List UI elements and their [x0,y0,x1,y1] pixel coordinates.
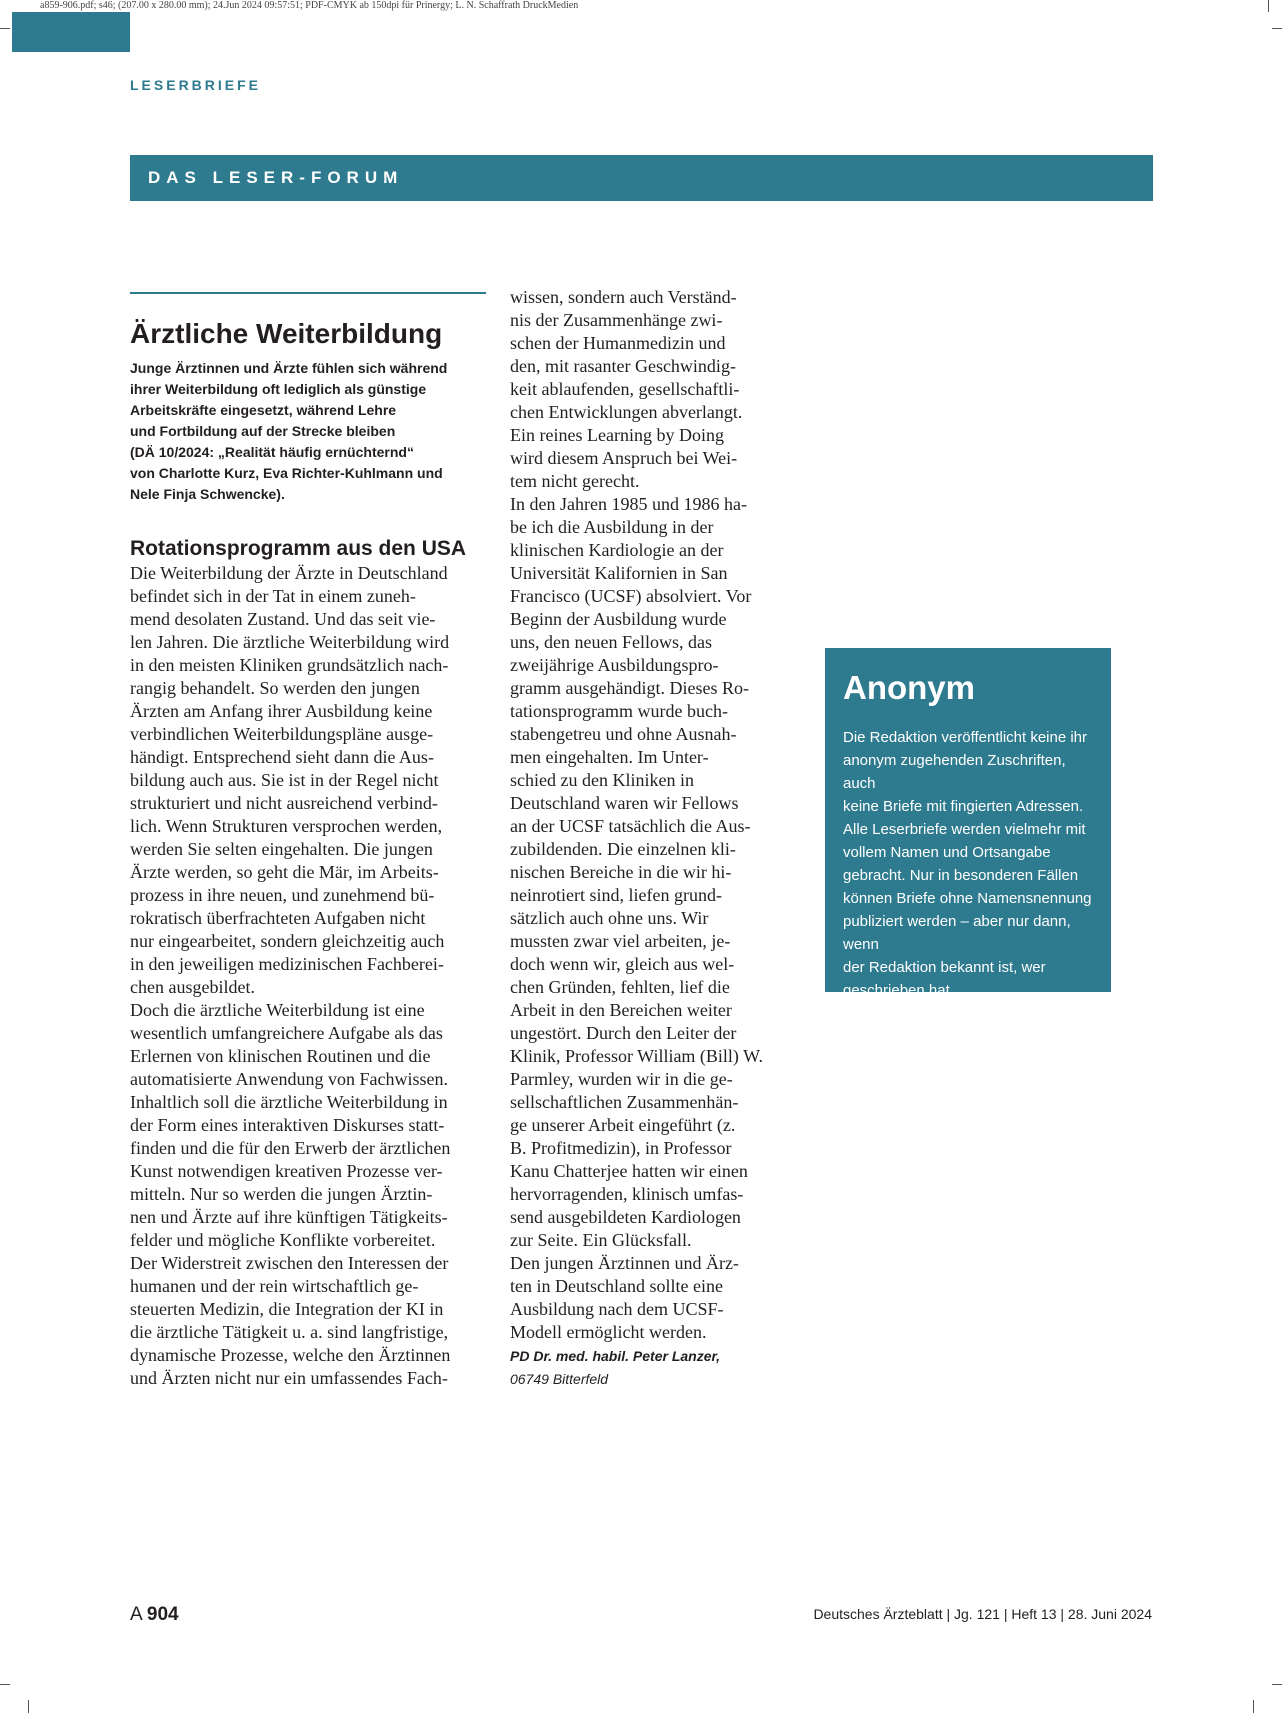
body-text-line: nis der Zusammenhänge zwi- [510,310,723,330]
body-text-line: ge unserer Arbeit eingeführt (z. [510,1115,736,1135]
letter-subhead: Rotationsprogramm aus den USA [130,537,467,560]
page-number-value: 904 [146,1604,179,1625]
crop-mark [0,28,10,29]
teaser-line: Junge Ärztinnen und Ärzte fühlen sich während [130,360,448,376]
body-text-line: bildung auch aus. Sie ist in der Regel nicht [130,770,439,790]
body-text-line: Den jungen Ärztinnen und Ärz- [510,1253,739,1273]
crop-mark [1253,1700,1254,1713]
body-text-line: die ärztliche Tätigkeit u. a. sind langfristige, [130,1322,449,1342]
body-text-line: tem nicht gerecht. [510,471,640,491]
body-text-line: Doch die ärztliche Weiterbildung ist eine [130,1000,425,1020]
body-text-line: automatisierte Anwendung von Fachwissen. [130,1069,448,1089]
body-text-line: nischen Bereiche in die wir hi- [510,862,732,882]
body-text-line: Ärzten am Anfang ihrer Ausbildung keine [130,701,433,721]
anonym-text-line: publiziert werden – aber nur dann, wenn [843,913,1071,953]
teaser-line: (DÄ 10/2024: „Realität häufig ernüchternd“ [130,444,414,460]
corner-color-block [12,12,130,52]
body-text-line: chen Entwicklungen abverlangt. [510,402,743,422]
anonym-text-line: Alle Leserbriefe werden vielmehr mit [843,821,1086,838]
body-text-line: sätzlich auch ohne uns. Wir [510,908,709,928]
crop-mark [0,1684,10,1685]
body-text-line: In den Jahren 1985 und 1986 ha- [510,494,747,514]
body-text-line: zur Seite. Ein Glücksfall. [510,1230,692,1250]
anonym-text-line: vollem Namen und Ortsangabe [843,844,1051,861]
article-teaser [130,358,460,505]
body-text-line: Universität Kalifornien in San [510,563,728,583]
body-text-line: men eingehalten. Im Unter- [510,747,709,767]
section-label: LESERBRIEFE [130,77,262,93]
anonym-title: Anonym [843,669,975,706]
body-text-line: steuerten Medizin, die Integration der KI in [130,1299,444,1319]
body-text-line: humanen und der rein wirtschaftlich ge- [130,1276,419,1296]
body-text-line: ten in Deutschland sollte eine [510,1276,723,1296]
body-text-line: nur eingearbeitet, sondern gleichzeitig auch [130,931,445,951]
body-text-line: sellschaftlichen Zusammenhän- [510,1092,739,1112]
body-text-line: schen der Humanmedizin und [510,333,726,353]
teaser-line: und Fortbildung auf der Strecke bleiben [130,423,396,439]
body-text-line: zweijährige Ausbildungspro- [510,655,719,675]
body-text-line: stabengetreu und ohne Ausnah- [510,724,737,744]
body-text-line: strukturiert und nicht ausreichend verbind- [130,793,438,813]
body-text-line: wissen, sondern auch Verständ- [510,287,737,307]
signature-place: 06749 Bitterfeld [510,1371,609,1387]
body-text-line: Beginn der Ausbildung wurde [510,609,727,629]
body-text-line: Arbeit in den Bereichen weiter [510,1000,732,1020]
body-text-line: Deutschland waren wir Fellows [510,793,739,813]
article-rule [130,292,486,294]
body-text-line: chen ausgebildet. [130,977,255,997]
body-text-line: Ärzte werden, so geht die Mär, im Arbeits- [130,862,439,882]
body-text-line: doch wenn wir, gleich aus wel- [510,954,735,974]
letter-body-column-1 [130,562,490,1390]
body-text-line: Erlernen von klinischen Routinen und die [130,1046,431,1066]
body-text-line: chen Gründen, fehlten, lief die [510,977,730,997]
body-text-line: schied zu den Kliniken in [510,770,694,790]
body-text-line: Die Weiterbildung der Ärzte in Deutschland [130,563,448,583]
body-text-line: mend desolaten Zustand. Und das seit vie- [130,609,436,629]
body-text-line: befindet sich in der Tat in einem zuneh- [130,586,416,606]
body-text-line: dynamische Prozesse, welche den Ärztinnen [130,1345,451,1365]
body-text-line: klinischen Kardiologie an der [510,540,724,560]
body-text-line: zubildenden. Die einzelnen kli- [510,839,736,859]
anonym-text-line: geschrieben hat. [843,982,954,999]
body-text-line: Kunst notwendigen kreativen Prozesse ver- [130,1161,443,1181]
body-text-line: Inhaltlich soll die ärztliche Weiterbildung in [130,1092,448,1112]
anonym-text-line: keine Briefe mit fingierten Adressen. [843,798,1084,815]
body-text-line: prozess in ihre neuen, und zunehmend bü- [130,885,435,905]
body-text-line: Modell ermöglicht werden. [510,1322,707,1342]
teaser-line: Nele Finja Schwencke). [130,486,285,502]
body-text-line: verbindlichen Weiterbildungspläne ausge- [130,724,434,744]
anonym-text [843,726,1093,1002]
publication-info: Deutsches Ärzteblatt | Jg. 121 | Heft 13 | 28. Juni 2024 [813,1606,1152,1622]
crop-mark [1268,0,1269,12]
body-text-line: Ausbildung nach dem UCSF- [510,1299,724,1319]
crop-mark [28,1700,29,1713]
crop-mark [1272,1684,1282,1685]
body-text-line: Kanu Chatterjee hatten wir einen [510,1161,748,1181]
body-text-line: wesentlich umfangreichere Aufgabe als das [130,1023,443,1043]
body-text-line: keit ablaufenden, gesellschaftli- [510,379,740,399]
body-text-line: neinrotiert sind, liefen grund- [510,885,722,905]
signature-name: PD Dr. med. habil. Peter Lanzer, [510,1348,721,1364]
body-text-line: den, mit rasanter Geschwindig- [510,356,736,376]
body-text-line: lich. Wenn Strukturen versprochen werden, [130,816,443,836]
body-text-line: mussten zwar viel arbeiten, je- [510,931,731,951]
body-text-line: an der UCSF tatsächlich die Aus- [510,816,751,836]
print-slug: a859-906.pdf; s46; (207.00 x 280.00 mm); 24.Jun 2024 09:57:51; PDF-CMYK ab 150dpi für Prinergy; L. N. Schaffrath DruckMedien [40,0,579,11]
letter-body-column-2 [510,286,775,1390]
page-number [130,1604,179,1626]
teaser-line: von Charlotte Kurz, Eva Richter-Kuhlmann und [130,465,443,481]
body-text-line: be ich die Ausbildung in der [510,517,714,537]
body-text-line: Der Widerstreit zwischen den Interessen der [130,1253,449,1273]
body-text-line: und Ärzten nicht nur ein umfassendes Fach- [130,1368,448,1388]
body-text-line: in den meisten Kliniken grundsätzlich nach- [130,655,449,675]
body-text-line: in den jeweiligen medizinischen Fachberei- [130,954,444,974]
anonym-text-line: Die Redaktion veröffentlicht keine ihr [843,729,1088,746]
body-text-line: ungestört. Durch den Leiter der [510,1023,737,1043]
body-text-line: felder und mögliche Konflikte vorbereitet. [130,1230,436,1250]
body-text-line: uns, den neuen Fellows, das [510,632,712,652]
body-text-line: send ausgebildeten Kardiologen [510,1207,741,1227]
body-text-line: gramm ausgehändigt. Dieses Ro- [510,678,749,698]
anonym-text-line: der Redaktion bekannt ist, wer [843,959,1046,976]
body-text-line: rangig behandelt. So werden den jungen [130,678,420,698]
body-text-line: der Form eines interaktiven Diskurses statt- [130,1115,445,1135]
forum-banner: DAS LESER-FORUM [130,155,1153,201]
body-text-line: B. Profitmedizin), in Professor [510,1138,732,1158]
body-text-line: rokratisch überfrachteten Aufgaben nicht [130,908,426,928]
body-text-line: nen und Ärzte auf ihre künftigen Tätigkeits- [130,1207,448,1227]
crop-mark [1272,28,1282,29]
body-text-line: Parmley, wurden wir in die ge- [510,1069,733,1089]
body-text-line: werden Sie selten eingehalten. Die jungen [130,839,433,859]
anonym-info-box [825,648,1111,999]
body-text-line: finden und die für den Erwerb der ärztlichen [130,1138,451,1158]
body-text-line: händigt. Entsprechend sieht dann die Aus- [130,747,434,767]
page-prefix: A [130,1604,142,1625]
body-text-line: Ein reines Learning by Doing [510,425,724,445]
teaser-line: ihrer Weiterbildung oft lediglich als günstige [130,381,427,397]
anonym-text-line: können Briefe ohne Namensnennung [843,890,1092,907]
body-text-line: tationsprogramm wurde buch- [510,701,728,721]
body-text-line: wird diesem Anspruch bei Wei- [510,448,738,468]
body-text-line: Klinik, Professor William (Bill) W. [510,1046,763,1066]
body-text-line: Francisco (UCSF) absolviert. Vor [510,586,752,606]
anonym-text-line: anonym zugehenden Zuschriften, auch [843,752,1066,792]
anonym-text-line: gebracht. Nur in besonderen Fällen [843,867,1079,884]
body-text-line: hervorragenden, klinisch umfas- [510,1184,744,1204]
body-text-line: len Jahren. Die ärztliche Weiterbildung wird [130,632,450,652]
article-title: Ärztliche Weiterbildung [130,318,443,349]
teaser-line: Arbeitskräfte eingesetzt, während Lehre [130,402,397,418]
body-text-line: mitteln. Nur so werden die jungen Ärztin- [130,1184,433,1204]
